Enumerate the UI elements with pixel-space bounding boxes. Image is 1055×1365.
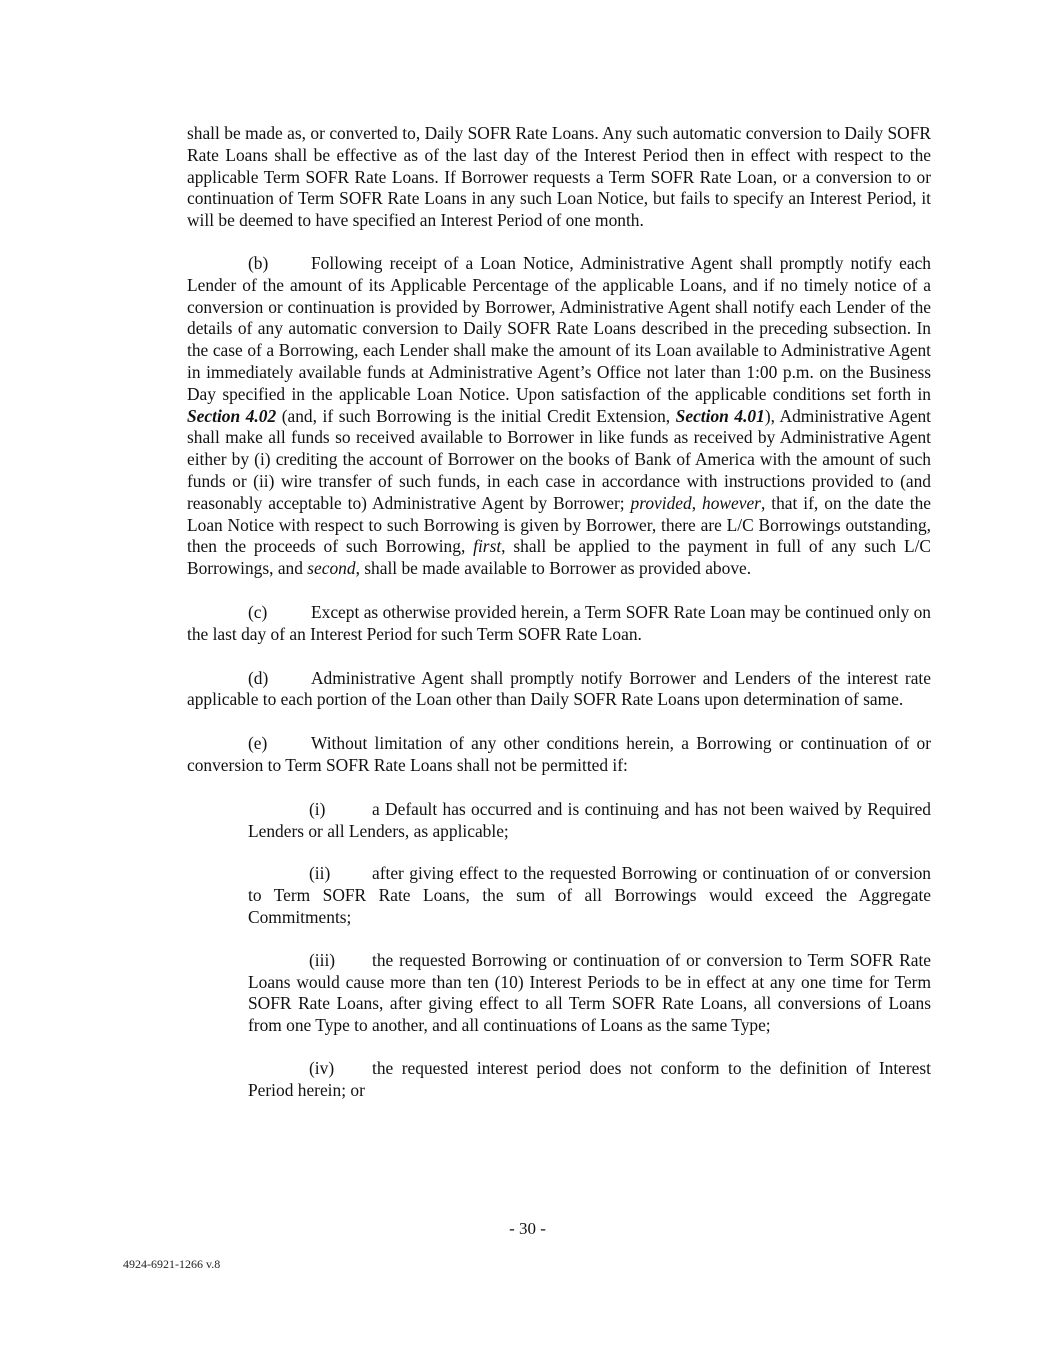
subparagraph-ii-text: after giving effect to the requested Borrowing or continuation of or conversion to Term SOFR Rate Loans, the sum of all Borrowings would exceed the Aggregate Commitments;	[248, 863, 931, 927]
first-term: first	[473, 536, 502, 557]
section-4-02-reference: Section 4.02	[187, 405, 277, 426]
section-4-01-reference: Section 4.01	[675, 405, 765, 426]
paragraph-c	[187, 602, 931, 646]
paragraph-b-comma: ,	[691, 492, 703, 513]
paragraph-b-text-1: Following receipt of a Loan Notice, Administrative Agent shall promptly notify each Lender of the amount of its Applicable Percentage of the applicable Loans, and if no timely notice of a conversion or continuation is provided by Borrower, Administrative Agent shall notify each Lender of the details of any automatic conversion to Daily SOFR Rate Loans described in the preceding subsection. In the case of a Borrowing, each Lender shall make the amount of its Loan available to Administrative Agent in immediately available funds at Administrative Agent’s Office not later than 1:00 p.m. on the Business Day specified in the applicable Loan Notice. Upon satisfaction of the applicable conditions set forth in	[187, 252, 931, 404]
paragraph-b-text-4: , that if, on the date the Loan Notice with respect to such Borrowing is given by Borrower, there are L/C Borrowings outstanding, then the proceeds of such Borrowing,	[187, 492, 931, 557]
paragraph-e	[187, 733, 931, 777]
subparagraph-ii-label: (ii)	[309, 863, 331, 884]
provided-term: provided	[630, 492, 692, 513]
subparagraph-iii	[248, 950, 931, 1037]
subparagraph-iii-text: the requested Borrowing or continuation of or conversion to Term SOFR Rate Loans would cause more than ten (10) Interest Periods to be in effect at any one time for Term SOFR Rate Loans, after giving effect to all Term SOFR Rate Loans, all conversions of Loans from one Type to another, and all continuations of Loans as the same Type;	[248, 949, 931, 1036]
paragraph-d	[187, 668, 931, 712]
subparagraph-i-text: a Default has occurred and is continuing and has not been waived by Required Lenders or all Lenders, as applicable;	[248, 798, 931, 841]
paragraph-b-text-5: , shall be applied to the payment in full of any such L/C Borrowings, and	[187, 536, 931, 579]
paragraph-d-text: Administrative Agent shall promptly notify Borrower and Lenders of the interest rate applicable to each portion of the Loan other than Daily SOFR Rate Loans upon determination of same.	[187, 667, 931, 710]
paragraph-b-text-3: ), Administrative Agent shall make all funds so received available to Borrower in like funds as received by Administrative Agent either by (i) crediting the account of Borrower on the books of Bank of America with the amount of such funds or (ii) wire transfer of such funds, in each case in accordance with instructions provided to (and reasonably acceptable to) Administrative Agent by Borrower;	[187, 405, 931, 513]
paragraph-b-label: (b)	[248, 252, 269, 273]
subparagraph-i-label: (i)	[309, 798, 326, 819]
paragraph-b-text-2: (and, if such Borrowing is the initial Credit Extension,	[276, 405, 676, 426]
paragraph-c-label: (c)	[248, 601, 268, 622]
paragraph-e-label: (e)	[248, 733, 268, 754]
paragraph-intro-text: shall be made as, or converted to, Daily SOFR Rate Loans. Any such automatic conversion to Daily SOFR Rate Loans shall be effective as of the last day of the Interest Period then in effect with respect to the applicable Term SOFR Rate Loans. If Borrower requests a Term SOFR Rate Loan, or a conversion to or continuation of Term SOFR Rate Loans in any such Loan Notice, but fails to specify an Interest Period, it will be deemed to have specified an Interest Period of one month.	[187, 123, 931, 231]
subparagraph-iii-label: (iii)	[309, 949, 336, 970]
subparagraph-list	[248, 799, 931, 1102]
second-term: second	[307, 558, 356, 579]
document-body	[187, 123, 931, 1122]
page-number: - 30 -	[509, 1219, 546, 1238]
paragraph-d-label: (d)	[248, 667, 269, 688]
document-id: 4924-6921-1266 v.8	[123, 1257, 221, 1271]
however-term: however	[702, 492, 761, 513]
paragraph-e-text: Without limitation of any other conditions herein, a Borrowing or continuation of or conversion to Term SOFR Rate Loans shall not be permitted if:	[187, 733, 931, 775]
subparagraph-iv-text: the requested interest period does not conform to the definition of Interest Period herein; or	[248, 1057, 931, 1100]
paragraph-b-text-6: , shall be made available to Borrower as provided above.	[355, 558, 752, 579]
subparagraph-iv	[248, 1058, 931, 1102]
subparagraph-ii	[248, 863, 931, 928]
paragraph-intro	[187, 123, 931, 232]
paragraph-b	[187, 253, 931, 580]
paragraph-c-text: Except as otherwise provided herein, a Term SOFR Rate Loan may be continued only on the last day of an Interest Period for such Term SOFR Rate Loan.	[187, 601, 931, 644]
subparagraph-iv-label: (iv)	[309, 1057, 335, 1078]
subparagraph-i	[248, 799, 931, 843]
